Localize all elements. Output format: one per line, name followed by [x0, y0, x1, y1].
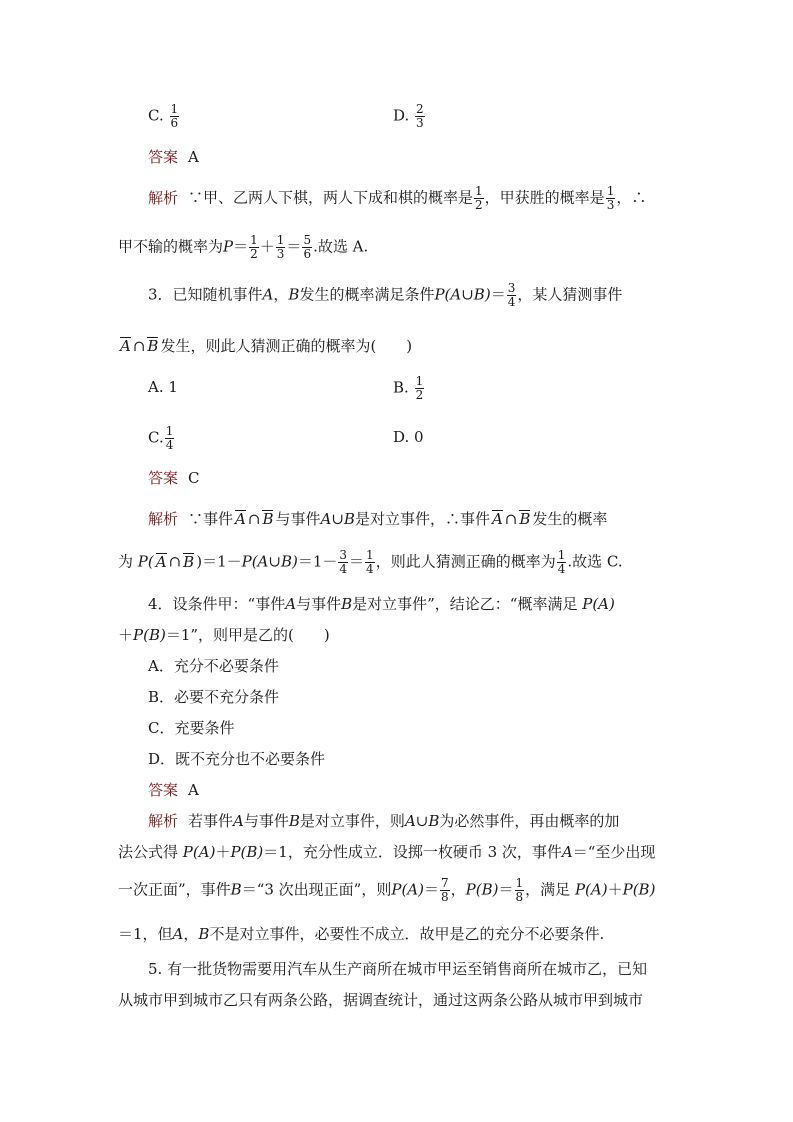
text: ∵事件 [188, 510, 234, 528]
overline-var: A [120, 337, 131, 355]
text: ＝1，但 [118, 925, 173, 943]
text: 是对立事件，∴事件 [354, 510, 490, 528]
option-value: 1 [168, 378, 178, 396]
q4-analysis-line2 [118, 841, 655, 863]
math-var: B [288, 812, 300, 830]
fraction-numerator: 1 [250, 233, 258, 247]
text: ＝1”，则甲是乙的( ) [165, 626, 330, 644]
q2-option-c [148, 103, 180, 130]
text: ＋ [259, 237, 275, 256]
fraction-denominator: 6 [170, 116, 179, 130]
q4-analysis-line4 [118, 923, 604, 945]
text: 若事件 [188, 812, 234, 830]
fraction-numerator: 7 [441, 876, 449, 890]
q3-analysis-line1 [148, 508, 607, 530]
overline-var: B [147, 337, 159, 355]
q3-option-d [393, 426, 424, 448]
text: ，满足 [525, 880, 571, 899]
text: 法公式得 [118, 843, 179, 861]
math-var: A [233, 812, 244, 830]
text: ＝“至少出现 [572, 843, 656, 861]
text: 3．已知随机事件 [148, 285, 263, 304]
overline-var: A [235, 510, 246, 528]
fraction-numerator: 1 [276, 233, 285, 247]
fraction-numerator: 1 [170, 102, 179, 116]
math-expr: P(B) [133, 626, 166, 644]
q3-option-a [148, 376, 178, 398]
text: .故选 C. [567, 552, 623, 571]
q5-stem-line2: 从城市甲到城市乙只有两条公路，据调查统计，通过这两条公路从城市甲到城市 [118, 991, 644, 1009]
answer-label: 答案 [148, 781, 179, 799]
math-expr: A∪B [404, 812, 440, 830]
q2-analysis-line2 [118, 234, 368, 261]
option-label: A. [148, 378, 164, 396]
math-expr: P(A) [574, 880, 608, 899]
fraction-numerator: 1 [366, 548, 374, 562]
fraction-denominator: 4 [507, 295, 516, 309]
fraction-denominator: 4 [557, 562, 566, 576]
math-var: B [341, 595, 353, 613]
text: ，甲获胜的概率是 [484, 188, 605, 207]
fraction [440, 877, 450, 904]
math-var: B [288, 285, 300, 304]
q4-option-a: A．充分不必要条件 [148, 657, 279, 675]
fraction-numerator: 1 [475, 184, 483, 198]
fraction [249, 234, 259, 261]
text: ＝ [490, 285, 506, 304]
q2-analysis-line1 [148, 185, 646, 212]
answer-value: A [188, 148, 199, 166]
fraction [606, 185, 616, 212]
text: ， [450, 880, 466, 899]
overline-var: A [491, 510, 503, 528]
text: ∩ [132, 337, 146, 355]
q4-option-c: C．充要条件 [148, 719, 235, 737]
fraction [557, 549, 567, 576]
text: ＋ [118, 626, 134, 644]
text: ， [183, 925, 199, 943]
overline-var: A [155, 552, 167, 571]
fraction-denominator: 2 [250, 247, 258, 261]
text: ＝ [286, 237, 302, 256]
text: ＝ [424, 880, 440, 899]
text: 甲不输的概率为 [118, 237, 224, 256]
analysis-label: 解析 [148, 812, 179, 830]
overline-var: B [262, 510, 274, 528]
answer-value: A [188, 781, 199, 799]
text: ＋ [607, 880, 623, 899]
text: 与事件 [296, 595, 342, 613]
text: ) [196, 552, 203, 571]
fraction-denominator: 8 [515, 890, 524, 904]
q5-stem-line1: 5. 有一批货物需要用汽车从生产商所在城市甲运至销售商所在城市乙，已知 [148, 960, 648, 978]
text: 是对立事件，则 [299, 812, 405, 830]
fraction [415, 375, 425, 402]
fraction [338, 549, 348, 576]
math-var: A [285, 595, 297, 613]
text: ∩ [504, 510, 518, 528]
fraction [302, 234, 312, 261]
analysis-label: 解析 [148, 510, 179, 528]
text: ，则此人猜测正确的概率为 [375, 552, 556, 571]
fraction [365, 549, 375, 576]
q4-analysis-line3 [118, 877, 655, 904]
fraction-denominator: 2 [415, 388, 424, 402]
math-expr: P(A∪B) [241, 552, 298, 571]
text: 与事件 [243, 812, 289, 830]
q4-stem-line2 [118, 624, 330, 646]
text: ，某人猜测事件 [517, 285, 623, 304]
q3-option-b [393, 375, 425, 402]
q4-option-d: D．既不充分也不必要条件 [148, 750, 326, 768]
math-var: A [561, 843, 573, 861]
math-expr: P(B) [465, 880, 499, 899]
math-var: A [172, 925, 184, 943]
fraction-numerator: 1 [515, 876, 524, 890]
text: 发生的概率满足条件 [299, 285, 435, 304]
q4-stem-line1 [148, 593, 615, 615]
q3-stem-line1 [148, 282, 622, 309]
text: 为 [118, 552, 134, 571]
q3-stem-line2 [118, 335, 412, 357]
math-expr: P(B) [622, 880, 656, 899]
text: ∩ [168, 552, 182, 571]
fraction-numerator: 1 [415, 374, 424, 388]
math-expr: P(A) [582, 595, 615, 613]
text: 发生的概率 [532, 510, 608, 528]
q4-analysis-line1 [148, 810, 619, 832]
math-var: P [223, 237, 234, 256]
fraction-numerator: 1 [165, 424, 174, 438]
fraction [276, 234, 286, 261]
fraction [165, 425, 175, 452]
answer-label: 答案 [148, 469, 179, 487]
math-var: B [198, 925, 210, 943]
fraction [415, 103, 425, 130]
text: 一次正面”，事件 [118, 880, 231, 899]
fraction [170, 103, 180, 130]
fraction-denominator: 8 [441, 890, 449, 904]
text: 与事件 [275, 510, 321, 528]
fraction [507, 282, 517, 309]
text: 是对立事件”，结论乙：“概率满足 [352, 595, 578, 613]
fraction-numerator: 1 [606, 184, 615, 198]
text: 为必然事件，再由概率的加 [439, 812, 620, 830]
fraction-denominator: 6 [303, 247, 312, 261]
text: ∩ [247, 510, 261, 528]
text: 不是对立事件，必要性不成立．故甲是乙的充分不必要条件. [209, 925, 605, 943]
text: ＝ [233, 237, 249, 256]
math-expr: P(A) [391, 880, 424, 899]
fraction-denominator: 2 [475, 198, 483, 212]
text: .故选 A. [313, 237, 369, 256]
q3-analysis-line2 [118, 549, 623, 576]
option-label: C. [148, 428, 164, 447]
option-label: D. [393, 106, 410, 125]
text: ＝1，充分性成立．设掷一枚硬币 3 次，事件 [263, 843, 562, 861]
option-label: B. [393, 378, 409, 397]
math-expr: P(B) [230, 843, 264, 861]
option-label: C. [148, 106, 164, 125]
option-label: D. [393, 428, 410, 446]
analysis-label: 解析 [148, 188, 179, 207]
answer-value: C [188, 469, 200, 487]
text: ， [273, 285, 289, 304]
fraction-numerator: 3 [339, 548, 348, 562]
text: ＝ [349, 552, 365, 571]
fraction-denominator: 3 [276, 247, 285, 261]
fraction-denominator: 3 [416, 116, 424, 130]
text: ＝1－ [297, 552, 338, 571]
math-expr: P(A∪B) [434, 285, 491, 304]
q4-answer [148, 779, 199, 801]
fraction-denominator: 4 [339, 562, 348, 576]
math-expr: A∪B [320, 510, 355, 528]
overline-var: B [183, 552, 195, 571]
text: 发生，则此人猜测正确的概率为( ) [160, 337, 413, 355]
fraction-numerator: 3 [507, 281, 516, 295]
text: ＝ [498, 880, 514, 899]
q3-answer [148, 467, 200, 489]
text: ，∴ [616, 188, 647, 207]
fraction-numerator: 2 [416, 102, 424, 116]
math-expr: P(A) [182, 843, 216, 861]
fraction-numerator: 5 [303, 233, 312, 247]
q2-answer [148, 146, 199, 168]
q3-option-c [148, 425, 175, 452]
answer-label: 答案 [148, 148, 179, 166]
text: ＋ [215, 843, 231, 861]
overline-var: B [519, 510, 531, 528]
fraction [474, 185, 484, 212]
text: ＝“3 次出现正面”，则 [241, 880, 392, 899]
text: ∵甲、乙两人下棋，两人下成和棋的概率是 [188, 188, 474, 207]
q2-option-d [393, 103, 426, 130]
option-value: 0 [414, 428, 424, 446]
q4-option-b: B．必要不充分条件 [148, 688, 280, 706]
fraction-numerator: 1 [557, 548, 566, 562]
text: ＝1－ [202, 552, 242, 571]
fraction-denominator: 4 [366, 562, 374, 576]
text: 4．设条件甲：“事件 [148, 595, 286, 613]
fraction [515, 877, 525, 904]
math-var: A [262, 285, 274, 304]
math-expr: P( [137, 552, 154, 571]
fraction-denominator: 4 [165, 438, 174, 452]
fraction-denominator: 3 [606, 198, 615, 212]
math-var: B [230, 880, 242, 899]
